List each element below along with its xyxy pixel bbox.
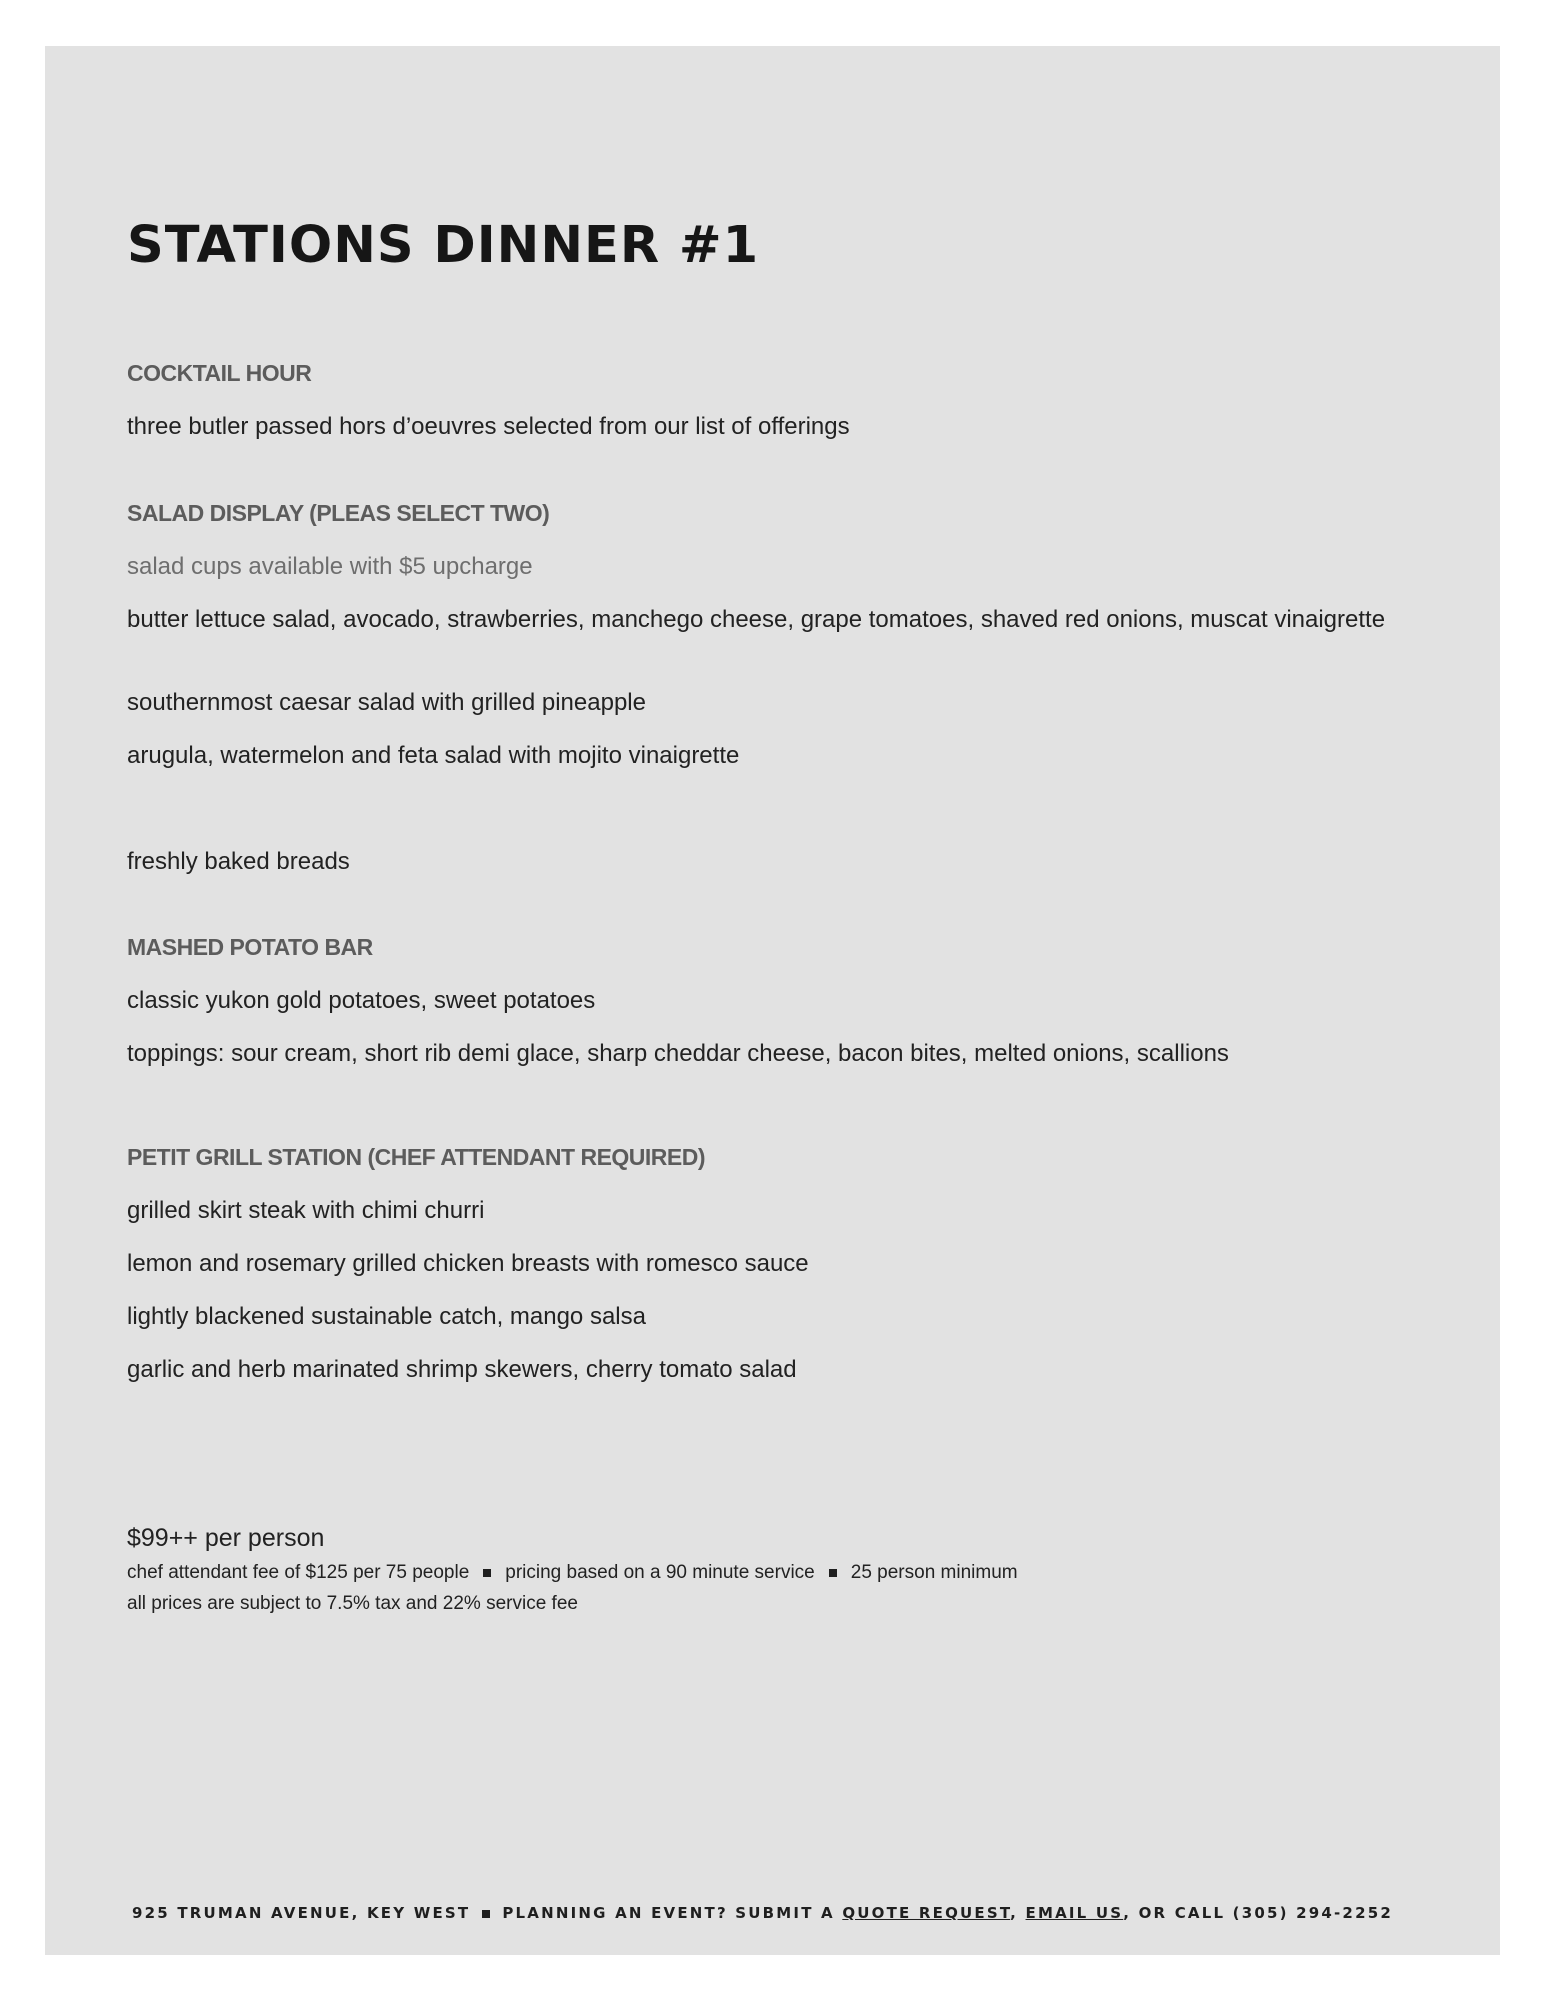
square-bullet-icon — [829, 1569, 837, 1577]
square-bullet-icon — [482, 1910, 490, 1918]
menu-item: classic yukon gold potatoes, sweet potatoes — [127, 987, 596, 1014]
footer-call-text: , OR CALL (305) 294-2252 — [1123, 1904, 1393, 1922]
pricing-details — [127, 1562, 1018, 1584]
pricing-detail-service-time: pricing based on a 90 minute service — [505, 1562, 815, 1583]
pricing-detail-chef-fee: chef attendant fee of $125 per 75 people — [127, 1562, 470, 1583]
footer-comma: , — [1010, 1904, 1019, 1922]
salad-note: salad cups available with $5 upcharge — [127, 553, 533, 580]
menu-item: butter lettuce salad, avocado, strawberries, manchego cheese, grape tomatoes, shaved red onions, muscat vinaigrette — [127, 606, 1386, 633]
email-us-link[interactable]: EMAIL US — [1025, 1904, 1124, 1922]
section-heading-salad-display: SALAD DISPLAY (PLEAS SELECT TWO) — [127, 500, 550, 526]
menu-item: garlic and herb marinated shrimp skewers, cherry tomato salad — [127, 1356, 797, 1383]
tax-note: all prices are subject to 7.5% tax and 22% service fee — [127, 1593, 578, 1614]
menu-item: lemon and rosemary grilled chicken breasts with romesco sauce — [127, 1250, 809, 1277]
menu-item-breads: freshly baked breads — [127, 848, 350, 875]
page-title: STATIONS DINNER #1 — [127, 216, 760, 275]
menu-item: lightly blackened sustainable catch, mango salsa — [127, 1303, 646, 1330]
section-heading-petit-grill-station: PETIT GRILL STATION (CHEF ATTENDANT REQUIRED) — [127, 1144, 706, 1170]
square-bullet-icon — [483, 1569, 491, 1577]
section-heading-mashed-potato-bar: MASHED POTATO BAR — [127, 934, 373, 960]
menu-item: toppings: sour cream, short rib demi glace, sharp cheddar cheese, bacon bites, melted onions, scallions — [127, 1040, 1229, 1067]
menu-item: arugula, watermelon and feta salad with mojito vinaigrette — [127, 742, 740, 769]
menu-page — [45, 46, 1500, 1955]
pricing-detail-minimum: 25 person minimum — [850, 1562, 1018, 1583]
menu-item: grilled skirt steak with chimi churri — [127, 1197, 485, 1224]
footer — [132, 1904, 1393, 1922]
price-per-person: $99++ per person — [127, 1524, 325, 1552]
section-heading-cocktail-hour: COCKTAIL HOUR — [127, 360, 312, 386]
menu-item: southernmost caesar salad with grilled pineapple — [127, 689, 646, 716]
quote-request-link[interactable]: QUOTE REQUEST — [842, 1904, 1011, 1922]
footer-prompt: PLANNING AN EVENT? SUBMIT A — [502, 1904, 835, 1922]
footer-address: 925 TRUMAN AVENUE, KEY WEST — [132, 1904, 471, 1922]
menu-item: three butler passed hors d’oeuvres selected from our list of offerings — [127, 413, 850, 440]
